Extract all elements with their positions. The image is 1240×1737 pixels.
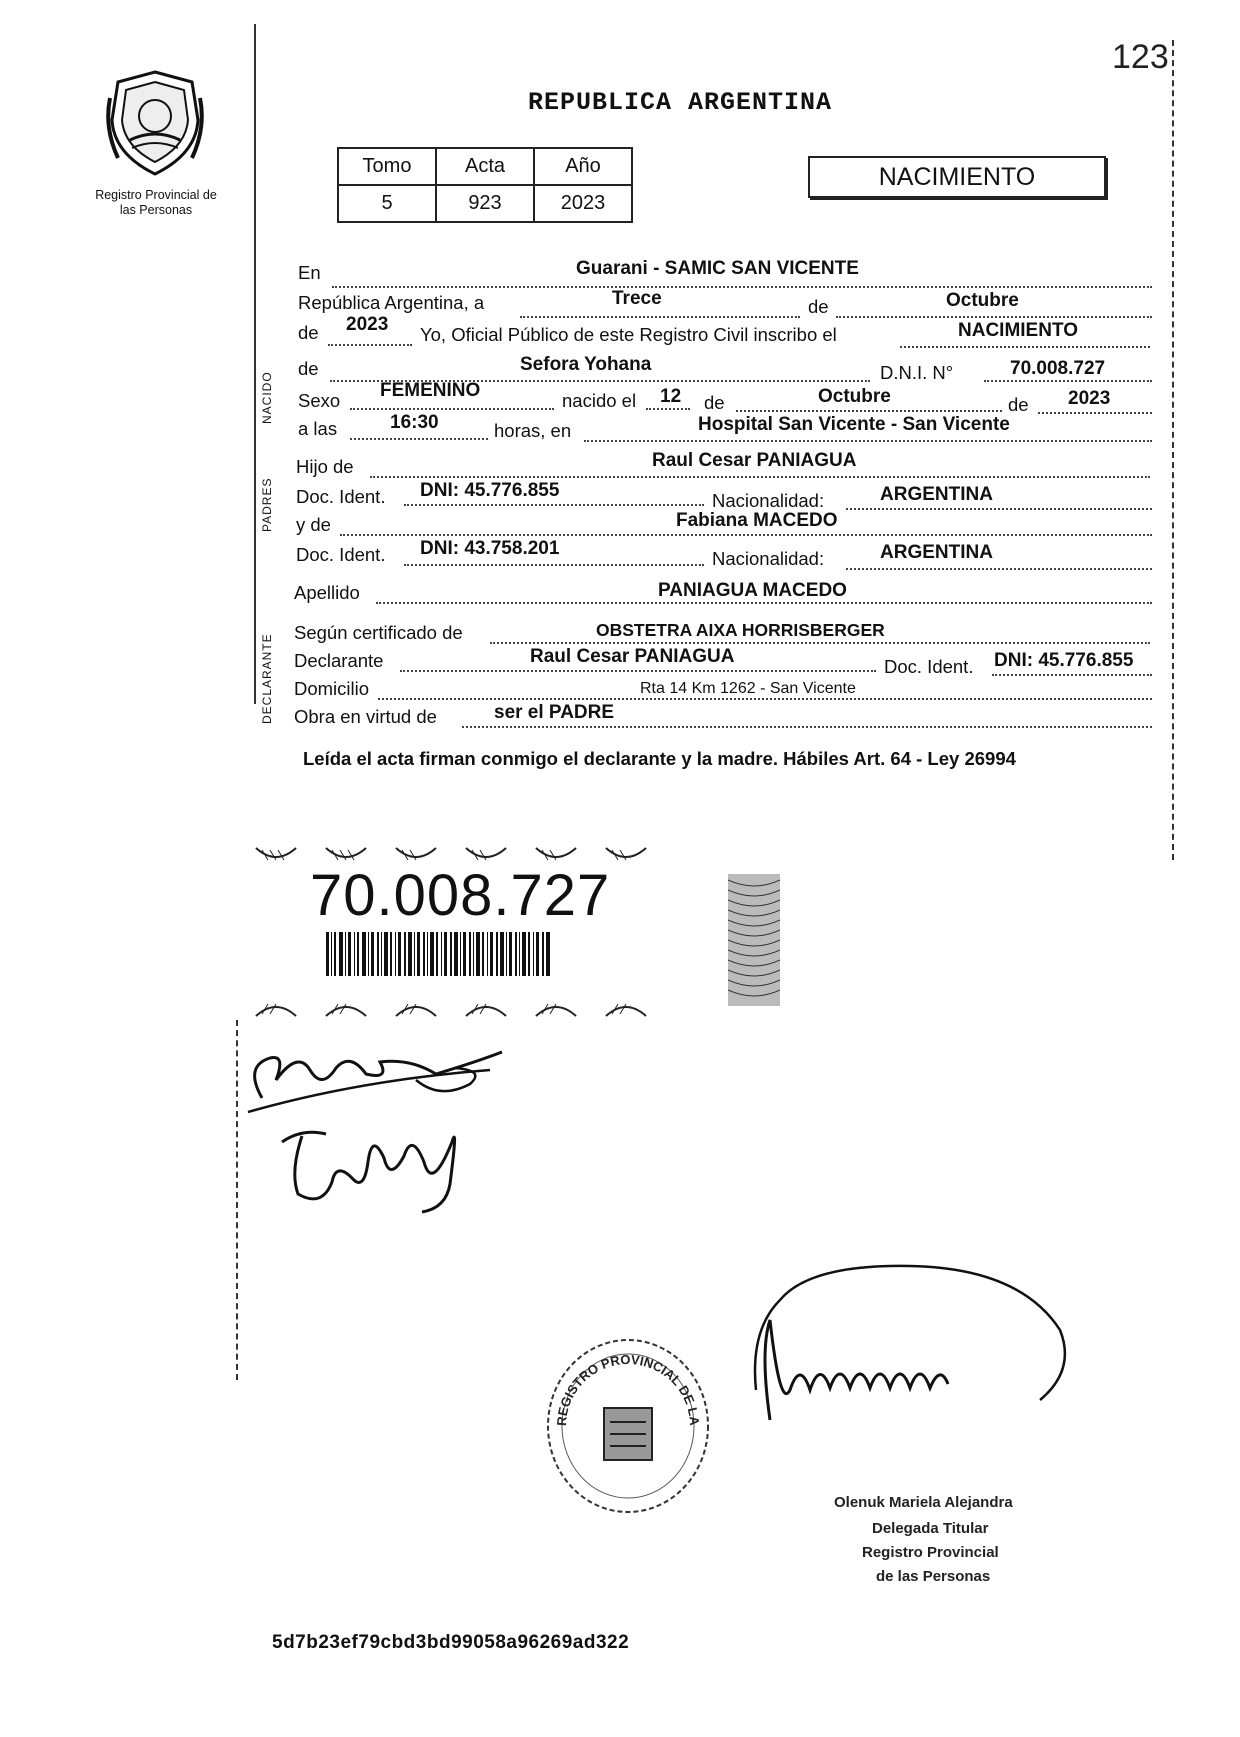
value-tomo: 5 [338,185,436,222]
official-name: Olenuk Mariela Alejandra [834,1494,1013,1511]
registry-table [337,147,633,223]
dotted-leader [404,560,704,566]
label-en: En [298,262,321,283]
label-de: de [298,358,319,379]
official-seal [536,1326,720,1522]
field-name: Sefora Yohana [520,354,652,375]
header-anio: Año [534,148,632,185]
value-acta: 923 [436,185,534,222]
label-segun: Según certificado de [294,622,463,643]
label-hijo-de: Hijo de [296,456,354,477]
dotted-leader [350,434,488,440]
label-doc-ident: Doc. Ident. [296,486,386,507]
label-doc-ident: Doc. Ident. [884,656,974,677]
field-father-nationality: ARGENTINA [880,484,993,505]
section-nacido: NACIDO [260,371,274,424]
field-surname: PANIAGUA MACEDO [658,580,847,601]
dotted-leader [520,312,800,318]
label-apellido: Apellido [294,582,360,603]
field-event: NACIMIENTO [958,320,1078,341]
mother-signature [272,1112,472,1222]
country-heading: REPUBLICA ARGENTINA [528,88,833,117]
label-republica: República Argentina, a [298,292,485,313]
value-anio: 2023 [534,185,632,222]
label-de: de [1008,394,1029,415]
label-de: de [808,296,829,317]
field-dni: 70.008.727 [1010,358,1106,379]
official-signature [740,1260,1080,1440]
field-declarant-doc: DNI: 45.776.855 [994,650,1134,671]
field-sex: FEMENINO [380,380,481,401]
right-margin-line [1172,40,1174,860]
record-type-box: NACIMIENTO [808,156,1106,198]
barcode [326,932,552,976]
dotted-leader [846,564,1152,570]
label-y-de: y de [296,514,331,535]
left-margin-line-lower [236,1020,238,1380]
security-pattern [728,874,780,1006]
verification-hash: 5d7b23ef79cbd3bd99058a96269ad322 [272,1632,630,1653]
field-mother-nationality: ARGENTINA [880,542,993,563]
dni-number-label: 70.008.727 [310,863,611,928]
official-org-line2: de las Personas [876,1568,991,1585]
security-strip-bottom [236,996,682,1020]
dotted-leader [328,340,412,346]
field-day-words: Trece [612,288,662,309]
field-birth-month: Octubre [818,386,891,407]
dotted-leader [900,342,1150,348]
field-mother-doc: DNI: 43.758.201 [420,538,560,559]
label-nacionalidad: Nacionalidad: [712,548,825,569]
label-inscribo: Yo, Oficial Público de este Registro Civil inscribo el [420,324,837,345]
field-certificate: OBSTETRA AIXA HORRISBERGER [596,620,885,640]
label-domicilio: Domicilio [294,678,370,699]
label-declarante: Declarante [294,650,384,671]
header-tomo: Tomo [338,148,436,185]
dotted-leader [836,312,1152,318]
label-nacido-el: nacido el [562,390,637,411]
label-dni: D.N.I. N° [880,362,954,383]
label-doc-ident: Doc. Ident. [296,544,386,565]
page-number: 123 [1112,38,1169,76]
seal-text: REGISTRO PROVINCIAL DE LA [553,1351,703,1427]
field-mother: Fabiana MACEDO [676,510,838,531]
field-birth-year: 2023 [1068,388,1111,409]
field-address: Rta 14 Km 1262 - San Vicente [640,680,856,697]
label-horas-en: horas, en [494,420,572,441]
official-title: Delegada Titular [872,1520,989,1537]
field-declarant: Raul Cesar PANIAGUA [530,646,735,667]
field-by-virtue: ser el PADRE [494,702,615,723]
label-obra: Obra en virtud de [294,706,437,727]
field-month: Octubre [946,290,1019,311]
official-org-line1: Registro Provincial [862,1544,999,1561]
dotted-leader [584,436,1152,442]
label-de: de [704,392,725,413]
declarant-signature [240,1040,510,1120]
header-acta: Acta [436,148,534,185]
dotted-leader [332,282,1152,288]
field-birth-place: Hospital San Vicente - San Vicente [698,414,1010,435]
label-sexo: Sexo [298,390,341,411]
section-padres: PADRES [260,477,274,532]
left-margin-line [254,24,256,704]
label-de: de [298,322,319,343]
field-father: Raul Cesar PANIAGUA [652,450,857,471]
field-time: 16:30 [390,412,439,433]
label-nacionalidad: Nacionalidad: [712,490,825,511]
label-a-las: a las [298,418,338,439]
closing-note: Leída el acta firman conmigo el declarante y la madre. Hábiles Art. 64 - Ley 26994 [303,748,1016,769]
field-father-doc: DNI: 45.776.855 [420,480,560,501]
dotted-leader [370,472,1150,478]
field-place: Guarani - SAMIC SAN VICENTE [576,258,859,279]
section-declarante: DECLARANTE [260,633,274,724]
field-birth-day: 12 [660,386,682,407]
issuer-name: Registro Provincial de las Personas [95,188,217,217]
field-year: 2023 [346,314,389,335]
dotted-leader [350,404,554,410]
province-crest-logo [100,68,210,178]
